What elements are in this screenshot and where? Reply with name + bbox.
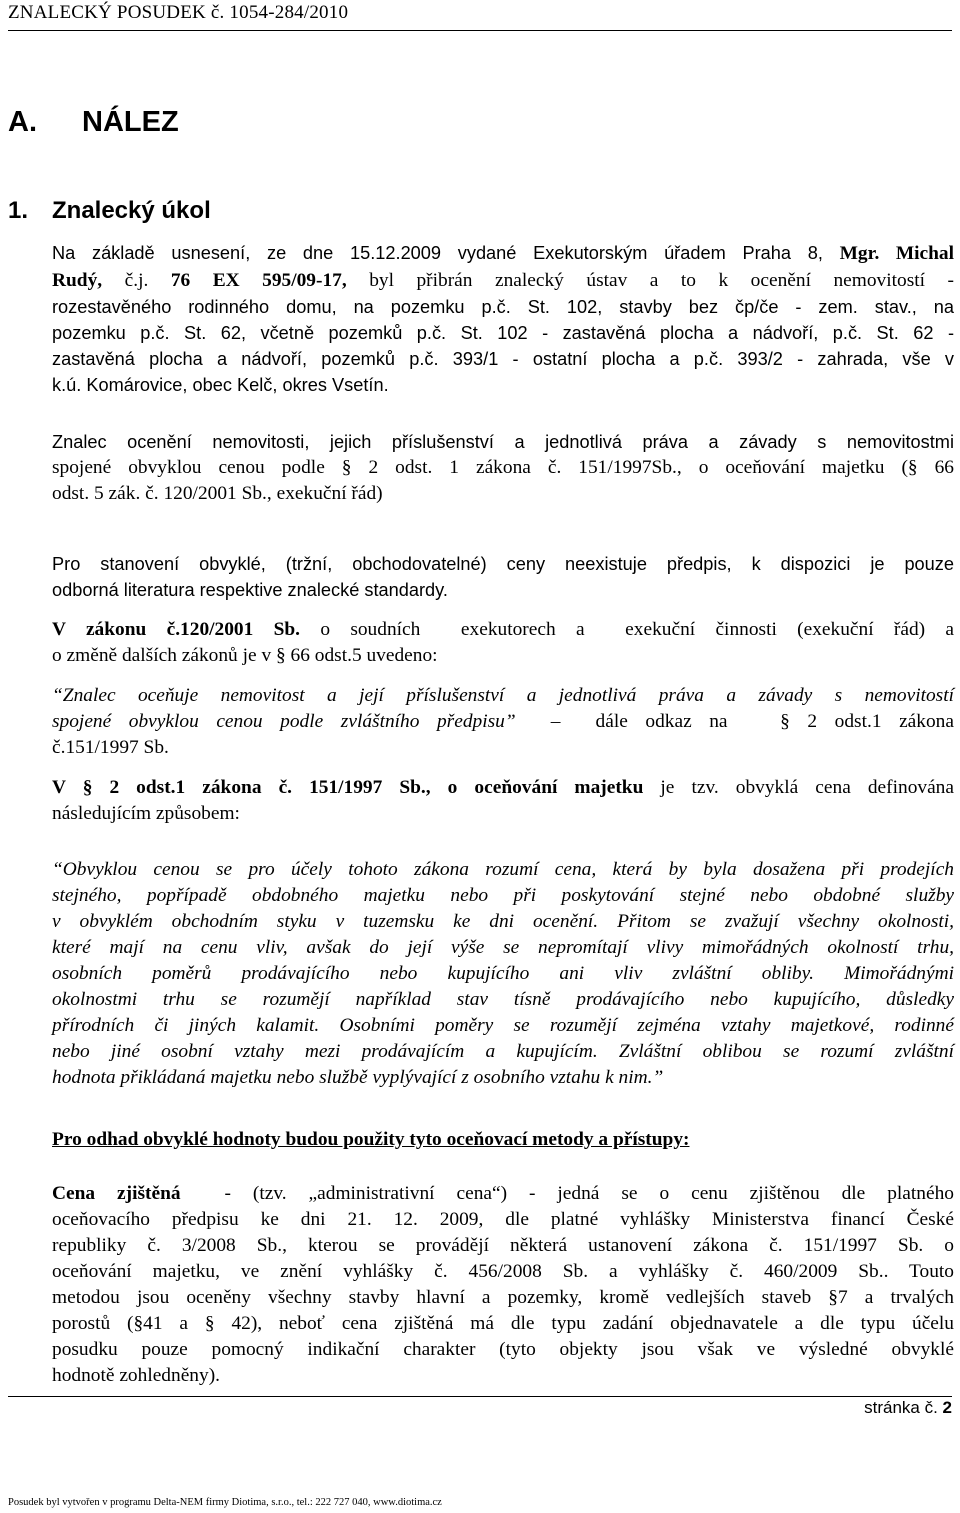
- text-line: Pro stanovení obvyklé, (tržní, obchodovatelné) ceny neexistuje předpis, k dispozici je pouze: [52, 554, 954, 574]
- assessed-price-paragraph: [52, 1181, 954, 1389]
- text-line: “Obvyklou cenou se pro účely tohoto zákona rozumí cena, která by byla dosažena při prodejích: [52, 859, 954, 880]
- text-line: Cena zjištěná - (tzv. „administrativní cena“) - jedná se o cenu zjištěnou dle platného: [52, 1183, 954, 1204]
- text-line: následujícím způsobem:: [52, 803, 240, 824]
- text-line: o změně dalších zákonů je v § 66 odst.5 uvedeno:: [52, 645, 438, 666]
- text-line: zastavěná plocha a nádvoří, pozemků p.č. 393/1 - ostatní plocha a p.č. 393/2 - zahrada, vše v: [52, 349, 954, 369]
- section-1-number: 1.: [8, 197, 29, 224]
- document-header-title: ZNALECKÝ POSUDEK č. 1054-284/2010: [8, 2, 349, 23]
- text-line: které mají na cenu vliv, avšak do její výše se nepromítají vlivy mimořádných okolností trhu,: [52, 937, 954, 958]
- text-line: V zákonu č.120/2001 Sb. o soudních exekutorech a exekuční činnosti (exekuční řád) a: [52, 619, 955, 640]
- task-paragraph: [52, 240, 954, 398]
- text-line: přírodních či jiných kalamit. Osobními poměry se rozumějí zejména vztahy majetkové, rodinné: [52, 1015, 954, 1036]
- text-line: hodnotě zohledněny).: [52, 1365, 221, 1386]
- text-line: republiky č. 3/2008 Sb., kterou se provádějí některá ustanovení zákona č. 151/1997 Sb. o: [52, 1235, 954, 1256]
- valuation-paragraph: [52, 429, 954, 507]
- section-a-title: NÁLEZ: [82, 106, 179, 138]
- section-a-number: A.: [8, 106, 37, 138]
- definition-intro: [52, 775, 954, 827]
- text-line: Na základě usnesení, ze dne 15.12.2009 vydané Exekutorským úřadem Praha 8, Mgr. Michal: [52, 243, 954, 264]
- text-line: spojené obvyklou cenou podle § 2 odst. 1 zákona č. 151/1997Sb., o oceňování majetku (§ 66: [52, 457, 954, 478]
- methods-heading: Pro odhad obvyklé hodnoty budou použity tyto oceňovací metody a přístupy:: [52, 1129, 690, 1150]
- text-line: posudku pouze pomocný indikační charakter (tyto objekty jsou však ve výsledné obvyklé: [52, 1339, 954, 1360]
- text-line: spojené obvyklou cenou podle zvláštního předpisu” – dále odkaz na § 2 odst.1 zákona: [52, 711, 954, 732]
- text-line: Znalec ocenění nemovitosti, jejich příslušenství a jednotlivá práva a závady s nemovitostmi: [52, 432, 954, 452]
- text-line: metodou jsou oceněny všechny stavby hlavní a pozemky, kromě vedlejších staveb §7 a trvalých: [52, 1287, 954, 1308]
- text-line: oceňování majetku, ve znění vyhlášky č. 456/2008 Sb. a vyhlášky č. 460/2009 Sb.. Touto: [52, 1261, 954, 1282]
- text-line: rozestavěného rodinného domu, na pozemku p.č. St. 102, stavby bez čp/če - zem. stav., na: [52, 297, 954, 317]
- section-a-heading: [8, 106, 179, 139]
- footer-divider: [8, 1396, 952, 1397]
- text-line: okolnostmi trhu se rozumějí například stav tísně prodávajícího nebo kupujícího, důsledky: [52, 989, 954, 1010]
- text-line: porostů (§41 a § 42), neboť cena zjištěná má dle typu zadání objednavatele a dle typu účelu: [52, 1313, 954, 1334]
- header-divider: [8, 30, 952, 31]
- software-credit: Posudek byl vytvořen v programu Delta-NEM firmy Diotima, s.r.o., tel.: 222 727 040, www.diotima.cz: [8, 1497, 442, 1508]
- section-1-heading: [8, 197, 211, 225]
- text-line: odst. 5 zák. č. 120/2001 Sb., exekuční řád): [52, 483, 383, 504]
- text-line: V § 2 odst.1 zákona č. 151/1997 Sb., o oceňování majetku je tzv. obvyklá cena definována: [52, 777, 954, 798]
- text-line: pozemku p.č. St. 62, včetně pozemků p.č. St. 102 - zastavěná plocha a nádvoří, p.č. St. 62 -: [52, 323, 954, 343]
- standards-paragraph: [52, 551, 954, 603]
- text-line: č.151/1997 Sb.: [52, 737, 169, 758]
- text-line: nebo jiné osobní vztahy mezi prodávajícím a kupujícím. Zvláštní oblibou se rozumí zvláštní: [52, 1041, 954, 1062]
- text-line: oceňovacího předpisu ke dni 21. 12. 2009, dle platné vyhlášky Ministerstva financí České: [52, 1209, 954, 1230]
- law-paragraph: [52, 617, 954, 669]
- text-line: k.ú. Komárovice, obec Kelč, okres Vsetín.: [52, 375, 389, 395]
- text-line: stejného, popřípadě obdobného majetku nebo při poskytování stejné nebo obdobné služby: [52, 885, 954, 906]
- definition-quote: [52, 857, 954, 1091]
- text-line: Rudý, č.j. 76 EX 595/09-17, byl přibrán znalecký ústav a to k ocenění nemovitostí -: [52, 270, 954, 291]
- law-quote: [52, 683, 954, 761]
- section-1-title: Znalecký úkol: [52, 197, 211, 224]
- text-line: hodnota přikládaná majetku nebo službě vyplývající z osobního vztahu k nim.”: [52, 1067, 664, 1088]
- text-line: odborná literatura respektive znalecké standardy.: [52, 580, 448, 600]
- text-line: v obvyklém obchodním styku v tuzemsku ke dni ocenění. Přitom se zvažují všechny okolnosti,: [52, 911, 954, 932]
- text-line: “Znalec oceňuje nemovitost a její příslušenství a jednotlivá práva a závady s nemovitostí: [52, 685, 954, 706]
- text-line: osobních poměrů prodávajícího nebo kupujícího ani vliv zvláštní obliby. Mimořádnými: [52, 963, 954, 984]
- page-number: stránka č. 2: [864, 1398, 952, 1417]
